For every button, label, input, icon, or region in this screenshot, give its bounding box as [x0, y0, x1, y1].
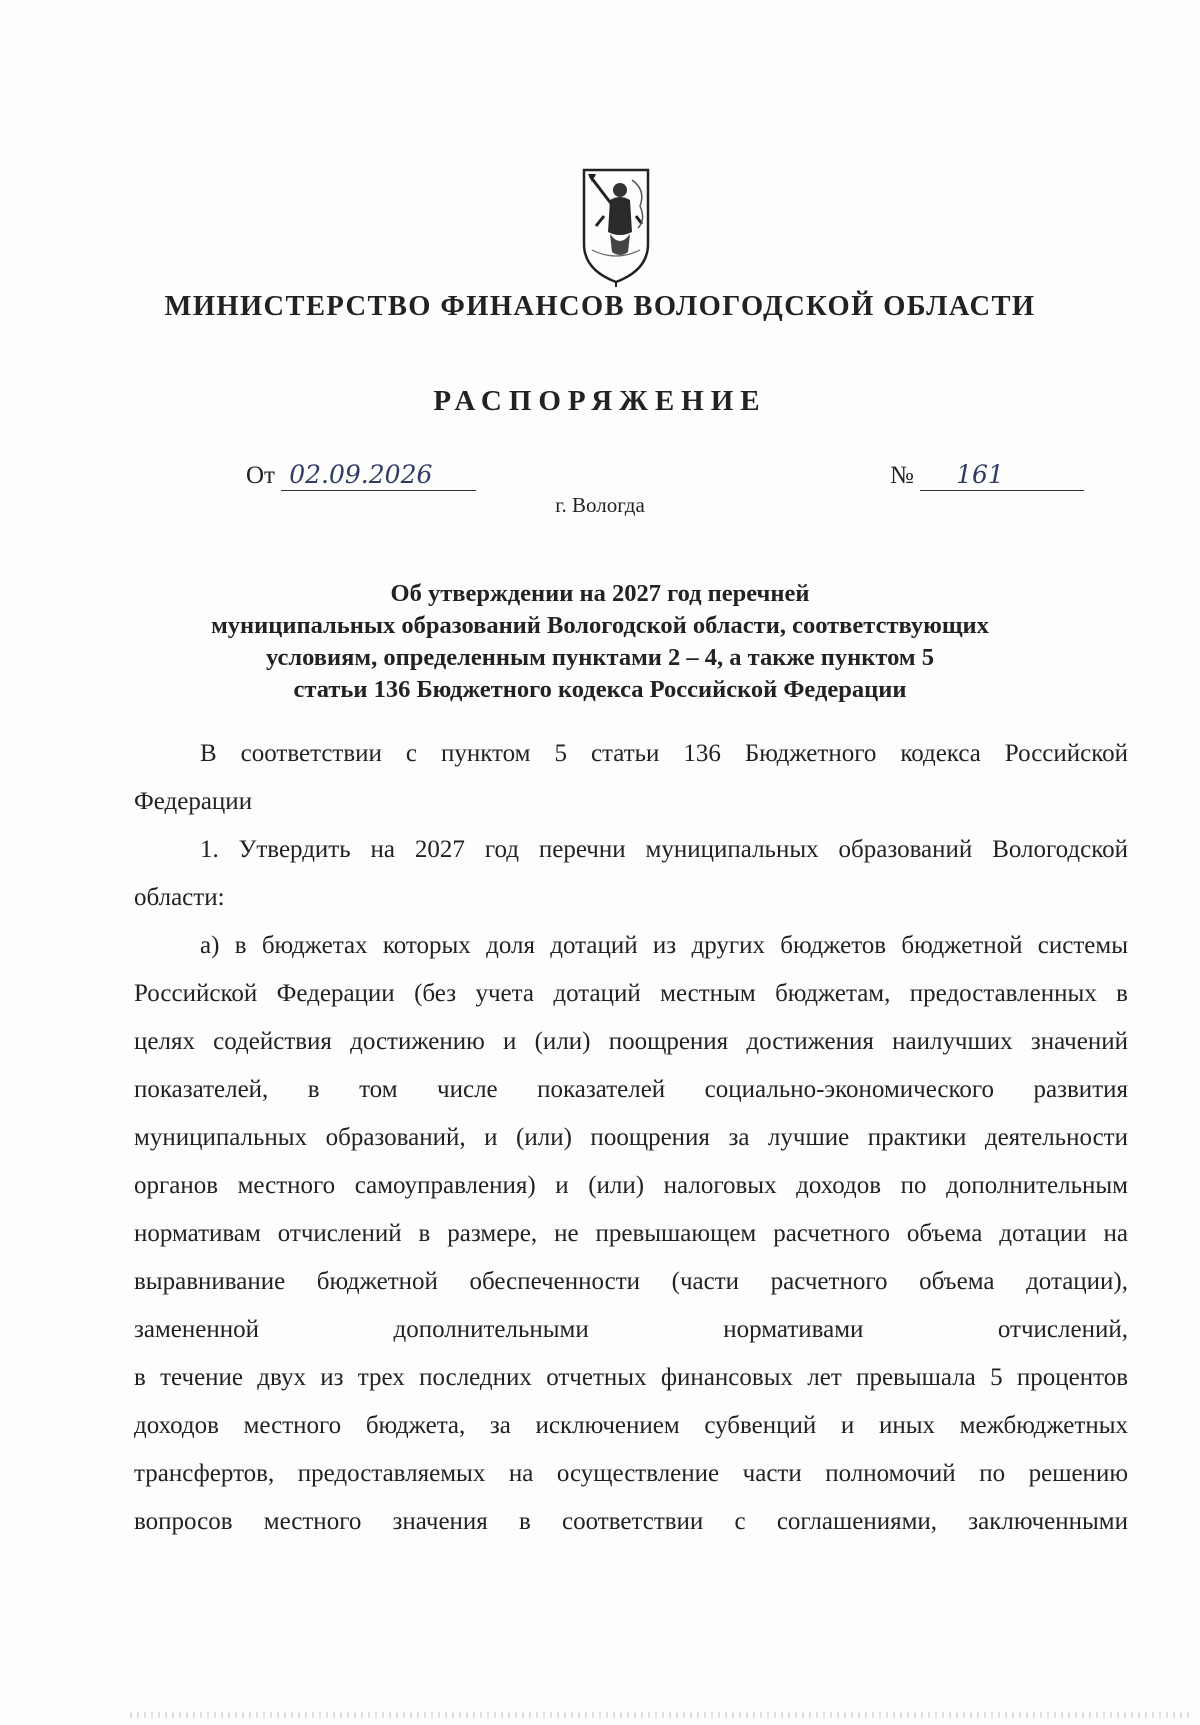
preamble-paragraph	[134, 730, 1128, 826]
text-line: трансфертов, предоставляемых на осуществление части полномочий по решению	[134, 1460, 1128, 1487]
city-label: г. Вологда	[555, 493, 645, 517]
subject-line: условиям, определенным пунктами 2 – 4, а также пунктом 5	[266, 644, 934, 671]
text-line: муниципальных образований, и (или) поощрения за лучшие практики деятельности	[134, 1124, 1128, 1151]
number-field	[890, 460, 1084, 491]
text-line: органов местного самоуправления) и (или) налоговых доходов по дополнительным	[134, 1172, 1128, 1199]
coat-of-arms-icon	[580, 166, 652, 288]
scan-artifact	[130, 1712, 1190, 1718]
text-line: в течение двух из трех последних отчетных финансовых лет превышала 5 процентов	[134, 1364, 1128, 1391]
date-prefix: От	[246, 462, 275, 489]
text-line: вопросов местного значения в соответствии с соглашениями, заключенными	[134, 1508, 1128, 1535]
date-value: 02.09.2026	[281, 460, 476, 491]
subject-line: муниципальных образований Вологодской области, соответствующих	[211, 612, 989, 639]
text-line: области:	[134, 884, 225, 911]
number-prefix: №	[890, 462, 914, 489]
text-line: Российской Федерации (без учета дотаций местным бюджетам, предоставленных в	[134, 980, 1128, 1007]
item-1-paragraph	[134, 826, 1128, 922]
text-line: выравнивание бюджетной обеспеченности (части расчетного объема дотации),	[134, 1268, 1128, 1295]
date-field	[246, 460, 476, 491]
text-line: 1. Утвердить на 2027 год перечни муниципальных образований Вологодской	[200, 836, 1128, 863]
text-line: доходов местного бюджета, за исключением субвенций и иных межбюджетных	[134, 1412, 1128, 1439]
text-line: нормативам отчислений в размере, не превышающем расчетного объема дотации на	[134, 1220, 1128, 1247]
subject-line: статьи 136 Бюджетного кодекса Российской Федерации	[293, 676, 907, 703]
document-type-title: РАСПОРЯЖЕНИЕ	[433, 385, 767, 417]
item-a-paragraph	[134, 922, 1128, 1546]
text-line: показателей, в том числе показателей социально-экономического развития	[134, 1076, 1128, 1103]
ministry-name: МИНИСТЕРСТВО ФИНАНСОВ ВОЛОГОДСКОЙ ОБЛАСТИ	[164, 291, 1036, 322]
text-line: В соответствии с пунктом 5 статьи 136 Бюджетного кодекса Российской	[200, 740, 1128, 767]
text-line: а) в бюджетах которых доля дотаций из других бюджетов бюджетной системы	[200, 932, 1128, 959]
text-line: замененной дополнительными нормативами отчислений,	[134, 1316, 1128, 1343]
text-line: целях содействия достижению и (или) поощрения достижения наилучших значений	[134, 1028, 1128, 1055]
subject-line: Об утверждении на 2027 год перечней	[390, 580, 810, 607]
document-body	[134, 730, 1128, 1546]
document-subject	[150, 578, 1050, 706]
number-value: 161	[920, 460, 1084, 491]
text-line: Федерации	[134, 788, 253, 815]
